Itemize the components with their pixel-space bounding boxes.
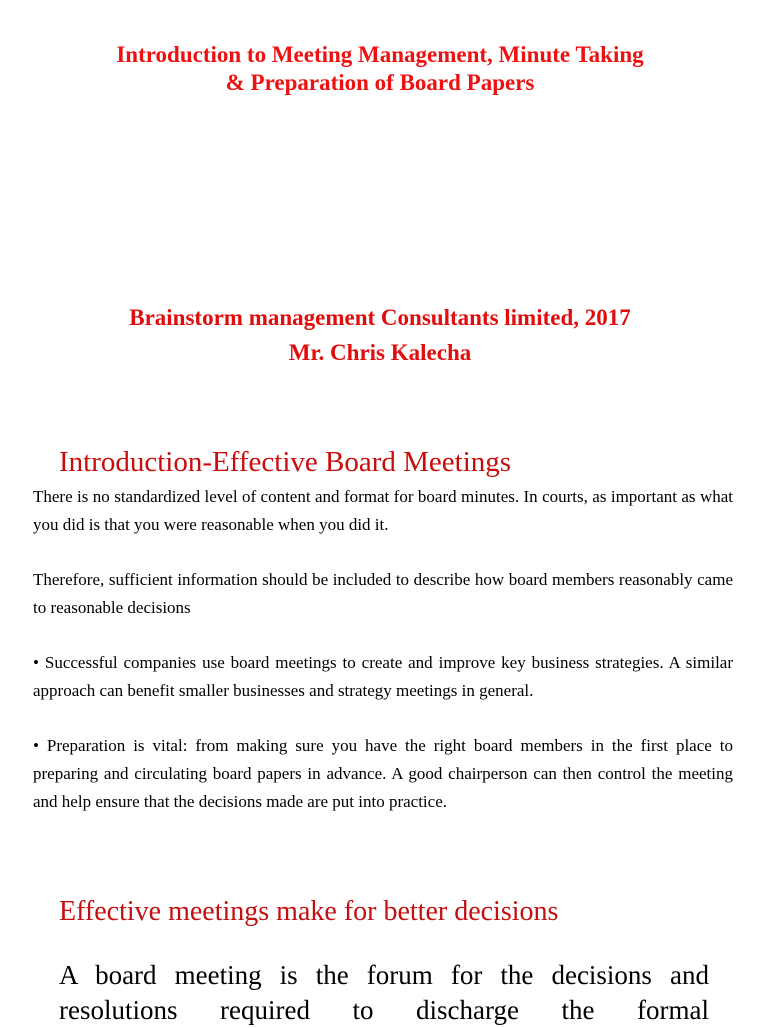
paragraph-sufficient-information: Therefore, sufficient information should be included to describe how board members reasonably came to reasonable decisions [33,570,733,617]
paragraph-standardized-content: There is no standardized level of content and format for board minutes. In courts, as important as what you did is that you were reasonable when you did it. [33,487,733,534]
title-line-1: Introduction to Meeting Management, Minute Taking [116,42,644,67]
organization-block [0,300,760,370]
presenter-name: Mr. Chris Kalecha [288,340,472,365]
bullet-preparation-vital: • Preparation is vital: from making sure you have the right board members in the first place to preparing and circulating board papers in advance. A good chairperson can then control the meeting and help ensure that the decisions made are put into practice. [33,736,733,811]
section-heading-effective-meetings: Effective meetings make for better decisions [59,896,559,927]
paragraph-board-meeting-forum: A board meeting is the forum for the decisions and resolutions required to discharge the formal [59,960,709,1025]
document-title [0,41,760,97]
section-heading-introduction: Introduction-Effective Board Meetings [59,446,512,478]
organization-name: Brainstorm management Consultants limited, 2017 [129,305,631,330]
title-line-2: & Preparation of Board Papers [225,70,535,95]
bullet-successful-companies: • Successful companies use board meetings to create and improve key business strategies. A similar approach can benefit smaller businesses and strategy meetings in general. [33,653,733,700]
